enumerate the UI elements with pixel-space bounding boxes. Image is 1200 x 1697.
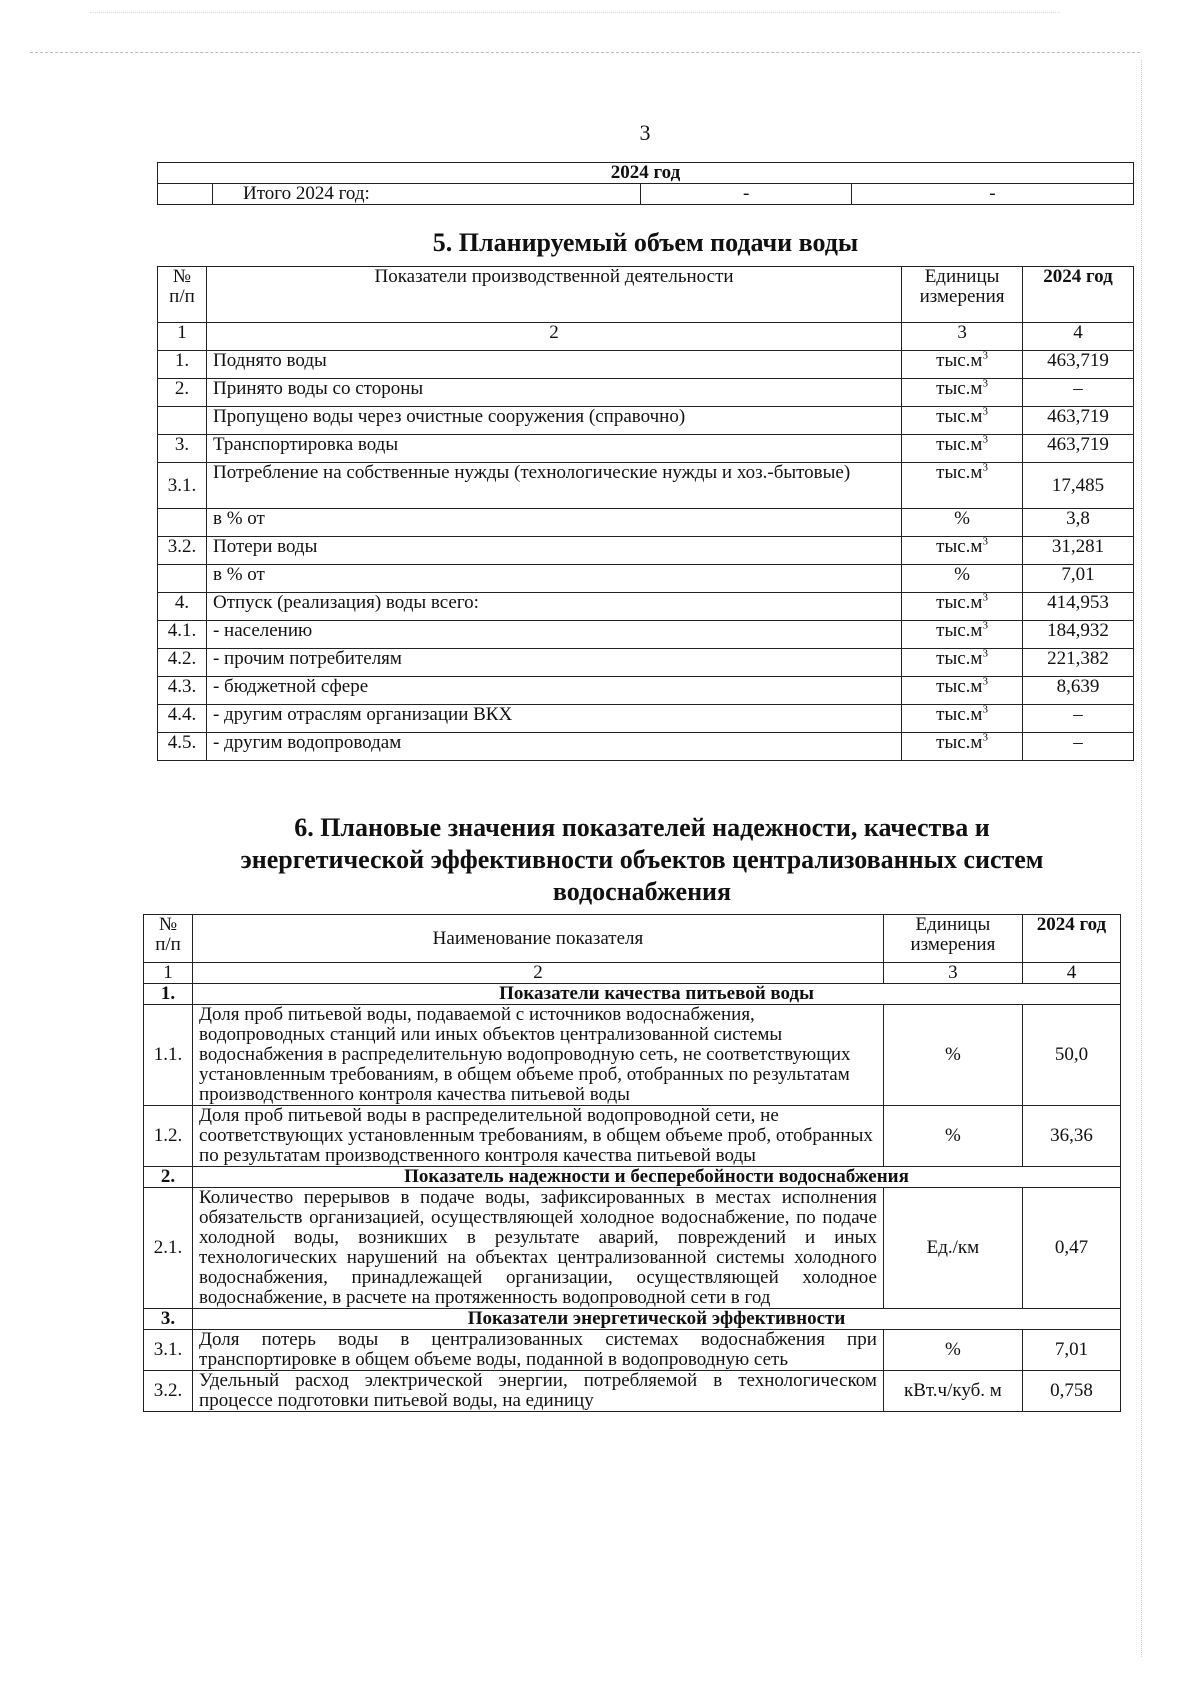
header-name: Показатели производственной деятельности	[206, 267, 901, 323]
unit-text: тыс.м	[936, 592, 983, 613]
row-name: Удельный расход электрической энергии, потребляемой в технологическом процессе подготовки питьевой воды, на единицу	[193, 1371, 884, 1412]
row-name: Доля проб питьевой воды в распределительной водопроводной сети, не соответствующих установленным требованиям, в общем объеме проб, отобранных по результатам производственного контроля качества питьевой воды	[193, 1106, 884, 1167]
row-name: Потери воды	[206, 537, 901, 565]
row-unit	[902, 593, 1023, 621]
section-6-title	[150, 812, 1134, 908]
table-row	[158, 677, 1134, 705]
row-unit	[902, 509, 1023, 537]
group-number: 2.	[144, 1167, 193, 1188]
unit-superscript: 3	[982, 461, 988, 474]
row-value: 8,639	[1023, 677, 1134, 705]
header-num: № п/п	[144, 915, 193, 963]
unit-text: тыс.м	[936, 620, 983, 641]
col-number: 1	[144, 963, 193, 984]
header-year: 2024 год	[1022, 915, 1120, 963]
row-number: 4.	[158, 593, 207, 621]
row-unit	[902, 649, 1023, 677]
row-value: 17,485	[1023, 463, 1134, 509]
unit-text: тыс.м	[936, 648, 983, 669]
row-value: –	[1023, 379, 1134, 407]
header-year: 2024 год	[1023, 267, 1134, 323]
year-header: 2024 год	[158, 163, 1134, 184]
scan-artifact-line	[30, 52, 1140, 53]
row-unit: кВт.ч/куб. м	[883, 1371, 1022, 1412]
row-number	[158, 509, 207, 537]
page-number: 3	[639, 120, 651, 145]
row-value: 3,8	[1023, 509, 1134, 537]
row-unit: Ед./км	[883, 1188, 1022, 1309]
table-row	[158, 509, 1134, 537]
row-unit	[902, 621, 1023, 649]
unit-superscript: 3	[982, 349, 988, 362]
row-value: 414,953	[1023, 593, 1134, 621]
group-header-row	[144, 984, 1121, 1005]
row-unit	[902, 705, 1023, 733]
table-row	[158, 565, 1134, 593]
group-header-row	[144, 1309, 1121, 1330]
table-row	[158, 379, 1134, 407]
total-value: -	[641, 184, 852, 205]
table-row	[158, 649, 1134, 677]
table-row	[144, 1330, 1121, 1371]
unit-text: тыс.м	[936, 434, 983, 455]
row-number: 3.2.	[144, 1371, 193, 1412]
row-value: 463,719	[1023, 351, 1134, 379]
row-number: 4.2.	[158, 649, 207, 677]
row-name: Отпуск (реализация) воды всего:	[206, 593, 901, 621]
row-number: 3.1.	[144, 1330, 193, 1371]
table-row	[158, 621, 1134, 649]
row-value: –	[1023, 733, 1134, 761]
header-name: Наименование показателя	[193, 915, 884, 963]
row-number: 3.	[158, 435, 207, 463]
header-unit: Единицы измерения	[902, 267, 1023, 323]
unit-text: %	[954, 508, 970, 529]
row-value: 50,0	[1022, 1005, 1120, 1106]
col-number: 2	[193, 963, 884, 984]
empty-cell	[158, 184, 213, 205]
row-name: Количество перерывов в подаче воды, зафиксированных в местах исполнения обязательств организацией, осуществляющей холодное водоснабжение, по подаче холодной воды, возникших в результате аварий, повреждений и иных технологических нарушений на объектах централизованной системы холодного водоснабжения, принадлежащей организации, осуществляющей холодное водоснабжение, в расчете на протяженность водопроводной сети в год	[193, 1188, 884, 1309]
unit-superscript: 3	[982, 675, 988, 688]
row-unit	[902, 407, 1023, 435]
table-row	[158, 407, 1134, 435]
table-row	[144, 1106, 1121, 1167]
row-value: 463,719	[1023, 407, 1134, 435]
table-row	[158, 733, 1134, 761]
row-name: - населению	[206, 621, 901, 649]
table-row	[158, 463, 1134, 509]
unit-superscript: 3	[982, 647, 988, 660]
table-row	[144, 1371, 1121, 1412]
unit-text: тыс.м	[936, 676, 983, 697]
row-number: 4.5.	[158, 733, 207, 761]
table-row	[158, 537, 1134, 565]
section-6-title-line: водоснабжения	[552, 877, 732, 906]
row-unit	[902, 463, 1023, 509]
row-value: 184,932	[1023, 621, 1134, 649]
row-name: - другим отраслям организации ВКХ	[206, 705, 901, 733]
group-number: 3.	[144, 1309, 193, 1330]
table-row	[158, 593, 1134, 621]
row-unit	[902, 435, 1023, 463]
col-number: 2	[206, 323, 901, 351]
unit-superscript: 3	[982, 377, 988, 390]
row-number	[158, 407, 207, 435]
row-number: 1.	[158, 351, 207, 379]
row-unit	[902, 351, 1023, 379]
water-supply-table	[157, 266, 1134, 761]
unit-text: тыс.м	[936, 536, 983, 557]
row-unit	[902, 677, 1023, 705]
row-value: 7,01	[1022, 1330, 1120, 1371]
unit-superscript: 3	[982, 405, 988, 418]
row-value: 221,382	[1023, 649, 1134, 677]
row-name: Принято воды со стороны	[206, 379, 901, 407]
row-name: - бюджетной сфере	[206, 677, 901, 705]
group-header-row	[144, 1167, 1121, 1188]
row-unit	[902, 379, 1023, 407]
scan-edge-artifact	[1141, 60, 1142, 1657]
top-total-table	[157, 162, 1134, 205]
unit-text: тыс.м	[936, 732, 983, 753]
table-row	[158, 705, 1134, 733]
row-number	[158, 565, 207, 593]
row-unit: %	[883, 1005, 1022, 1106]
row-name: Доля потерь воды в централизованных системах водоснабжения при транспортировке в общем объеме воды, поданной в водопроводную сеть	[193, 1330, 884, 1371]
row-name: - прочим потребителям	[206, 649, 901, 677]
row-value: 0,47	[1022, 1188, 1120, 1309]
table-body	[158, 351, 1134, 761]
row-unit	[902, 565, 1023, 593]
row-unit	[902, 733, 1023, 761]
row-name: Поднято воды	[206, 351, 901, 379]
group-title: Показатели энергетической эффективности	[193, 1309, 1121, 1330]
row-number: 3.1.	[158, 463, 207, 509]
section-6-title-line: 6. Плановые значения показателей надежности, качества и	[294, 813, 990, 842]
row-name: в % от	[206, 565, 901, 593]
table-body	[144, 984, 1121, 1412]
row-name: Потребление на собственные нужды (технологические нужды и хоз.-бытовые)	[206, 463, 901, 509]
row-number: 4.1.	[158, 621, 207, 649]
col-number: 4	[1023, 323, 1134, 351]
unit-superscript: 3	[982, 535, 988, 548]
row-name: Доля проб питьевой воды, подаваемой с источников водоснабжения, водопроводных станций или иных объектов централизованной системы водоснабжения в распределительную водопроводную сеть, не соответствующих установленным требованиям, в общем объеме проб, отобранных по результатам производственного контроля качества питьевой воды	[193, 1005, 884, 1106]
row-number: 1.2.	[144, 1106, 193, 1167]
table-row	[158, 351, 1134, 379]
group-title: Показатель надежности и бесперебойности водоснабжения	[193, 1167, 1121, 1188]
scan-artifact-line	[90, 12, 1060, 13]
row-name: - другим водопроводам	[206, 733, 901, 761]
section-6-title-line: энергетической эффективности объектов централизованных систем	[240, 845, 1044, 874]
row-unit: %	[883, 1106, 1022, 1167]
total-value: -	[851, 184, 1133, 205]
unit-text: %	[954, 564, 970, 585]
unit-text: тыс.м	[936, 462, 983, 483]
row-number: 2.	[158, 379, 207, 407]
row-name: Пропущено воды через очистные сооружения (справочно)	[206, 407, 901, 435]
indicators-table	[143, 914, 1121, 1412]
row-number: 3.2.	[158, 537, 207, 565]
row-value: 31,281	[1023, 537, 1134, 565]
row-number: 4.4.	[158, 705, 207, 733]
row-number: 2.1.	[144, 1188, 193, 1309]
unit-text: тыс.м	[936, 378, 983, 399]
col-number: 1	[158, 323, 207, 351]
row-unit: %	[883, 1330, 1022, 1371]
row-name: в % от	[206, 509, 901, 537]
header-num: № п/п	[158, 267, 207, 323]
group-title: Показатели качества питьевой воды	[193, 984, 1121, 1005]
row-value: –	[1023, 705, 1134, 733]
row-number: 1.1.	[144, 1005, 193, 1106]
row-unit	[902, 537, 1023, 565]
unit-text: тыс.м	[936, 350, 983, 371]
unit-text: тыс.м	[936, 406, 983, 427]
col-number: 3	[902, 323, 1023, 351]
unit-superscript: 3	[982, 703, 988, 716]
row-name: Транспортировка воды	[206, 435, 901, 463]
table-row	[144, 1188, 1121, 1309]
col-number: 3	[883, 963, 1022, 984]
row-value: 36,36	[1022, 1106, 1120, 1167]
group-number: 1.	[144, 984, 193, 1005]
row-number: 4.3.	[158, 677, 207, 705]
unit-superscript: 3	[982, 619, 988, 632]
unit-superscript: 3	[982, 731, 988, 744]
header-unit: Единицы измерения	[883, 915, 1022, 963]
unit-text: тыс.м	[936, 704, 983, 725]
total-label: Итого 2024 год:	[212, 184, 640, 205]
col-number: 4	[1022, 963, 1120, 984]
section-5-title: 5. Планируемый объем подачи воды	[432, 228, 859, 257]
unit-superscript: 3	[982, 591, 988, 604]
table-row	[144, 1005, 1121, 1106]
row-value: 463,719	[1023, 435, 1134, 463]
row-value: 7,01	[1023, 565, 1134, 593]
unit-superscript: 3	[982, 433, 988, 446]
table-row	[158, 435, 1134, 463]
row-value: 0,758	[1022, 1371, 1120, 1412]
